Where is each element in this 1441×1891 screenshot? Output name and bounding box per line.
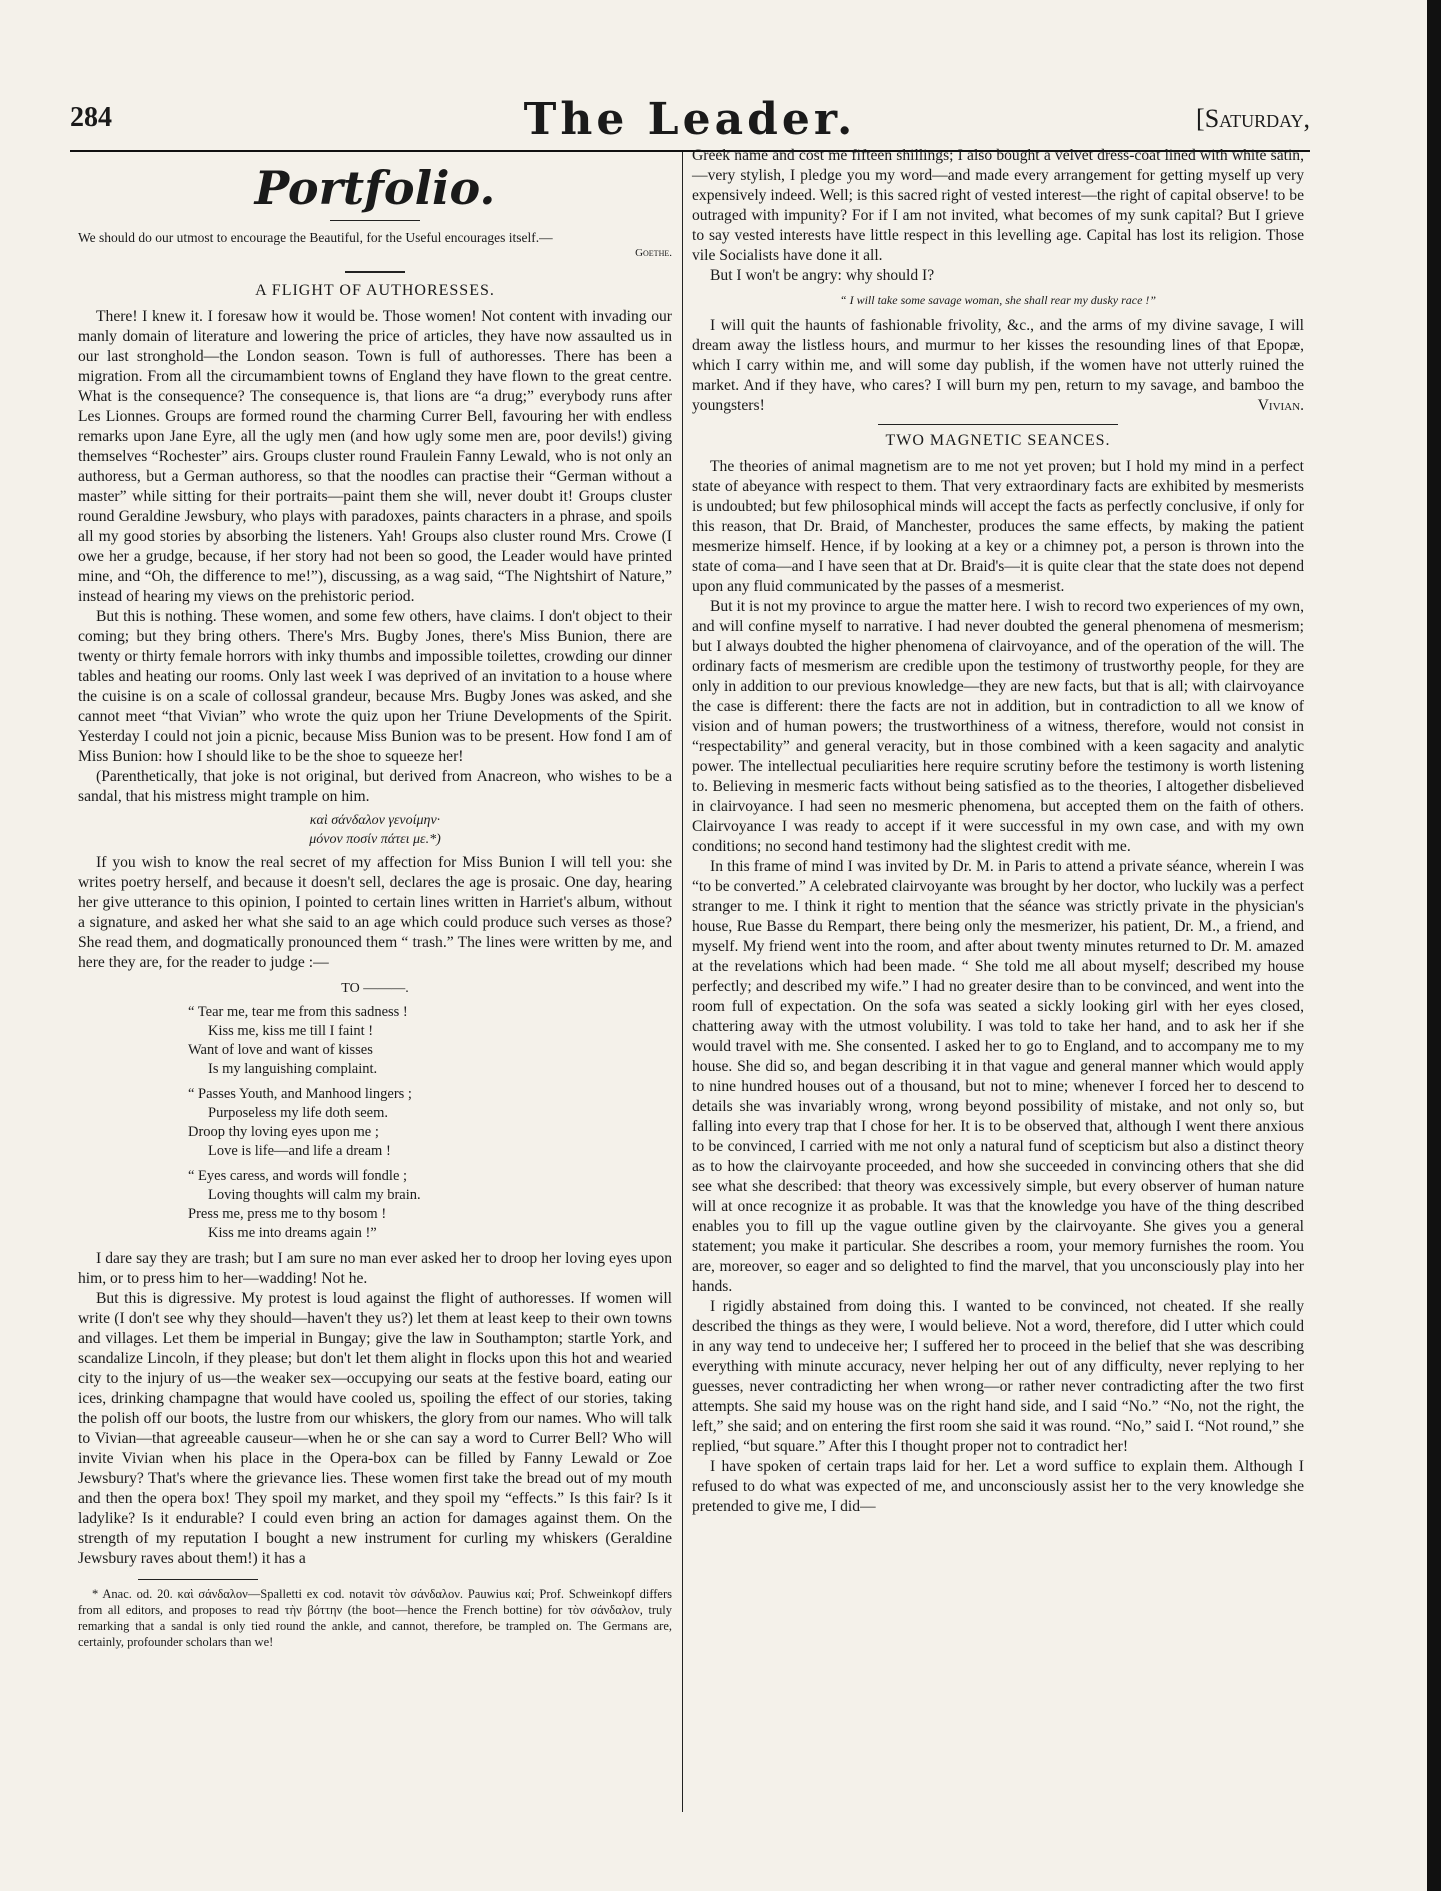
column-divider xyxy=(682,152,683,1812)
poem-line: “ Tear me, tear me from this sadness ! xyxy=(188,1004,408,1020)
footnote-rule xyxy=(138,1579,258,1580)
poem-line: “ Passes Youth, and Manhood lingers ; xyxy=(188,1086,412,1102)
greek-line: μόνον ποσίν πάτει με.*) xyxy=(309,832,441,847)
poem-stanza xyxy=(188,1167,672,1243)
greek-line: καὶ σάνδαλον γενοίμην· xyxy=(309,813,441,828)
paragraph: I dare say they are trash; but I am sure no man ever asked her to droop her loving eyes upon him, or to press him to her—wadding! Not he. xyxy=(78,1250,672,1287)
paragraph: There! I knew it. I foresaw how it would be. Those women! Not content with invading our manly domain of literature and lowering the price of articles, they have now assaulted us in our last stronghold—the London season. Town is full of authoresses. There has been a migration. From all the circumambient towns of England they have flown to the great centre. What is the consequence? The consequence is, that lions are “a drug;” everybody runs after Les Lionnes. Groups are formed round the charming Currer Bell, favouring her with endless remarks upon Jane Eyre, all the ugly men (and how ugly some men are, poor devils!) giving themselves “Rochester” airs. Groups cluster round Fraulein Fanny Lewald, who is not only an authoress, but a German authoress, so that the noodles can practise their “German without a master” while sitting for their portraits—paint them she will, never doubt it! Groups cluster round Geraldine Jewsbury, who plays with paradoxes, paints characters in a phrase, and spoils all my good stories by absorbing the listeners. Yah! Groups also cluster round Mrs. Crowe (I owe her a grudge, because, if her story had not been so good, the Leader would have printed mine, and “Oh, the difference to me!”), discussing, as a wag said, “The Nightshirt of Nature,” instead of hearing my views on the prehistoric period. xyxy=(78,308,672,605)
masthead xyxy=(70,94,1310,148)
paragraph: Greek name and cost me fifteen shillings; I also bought a velvet dress-coat lined with white satin,—very stylish, I pledge you my word—and made every arrangement for getting myself up very expensively indeed. Well; is this sacred right of vested interest—the right of capital observe! to be outraged with impunity? For if I am not invited, what becomes of my sunk capital? But I grieve to say vested interests have little respect in this levelling age. Capital has lost its religion. Those vile Socialists have done it all. xyxy=(692,147,1304,264)
article-title: A FLIGHT OF AUTHORESSES. xyxy=(255,282,495,299)
scan-edge xyxy=(1427,0,1441,1891)
epigraph: We should do our utmost to encourage the Beautiful, for the Useful encourages itself.— xyxy=(78,230,553,245)
poem-line: Love is life—and life a dream ! xyxy=(208,1143,391,1159)
poem-line: Kiss me, kiss me till I faint ! xyxy=(208,1023,374,1039)
poem-line: Is my languishing complaint. xyxy=(208,1061,378,1077)
poem-stanza xyxy=(188,1085,672,1161)
right-column xyxy=(692,146,1304,1517)
divider-rule xyxy=(878,424,1118,425)
paragraph: But this is nothing. These women, and some few others, have claims. I don't object to their coming; but they bring others. There's Mrs. Bugby Jones, there's Miss Bunion, there are twenty or thirty female horrors with inky thumbs and impossible toilettes, crowding our dinner tables and heating our rooms. Only last week I was deprived of an invitation to a house where the cuisine is on a scale of collossal grandeur, because Mrs. Bugby Jones was asked, and she cannot meet “that Vivian” who wrote the quiz upon her Triune Developments of the Spirit. Yesterday I could not join a picnic, because Miss Bunion was to be present. How fond I am of Miss Bunion: how I should like to be the shoe to squeeze her! xyxy=(78,608,672,765)
section-rule xyxy=(330,220,420,221)
poem-stanza xyxy=(188,1003,672,1079)
divider-rule xyxy=(345,271,405,273)
paper-title: The Leader. xyxy=(523,94,857,145)
greek-quote xyxy=(78,811,672,849)
paragraph: I rigidly abstained from doing this. I wanted to be convinced, not cheated. If she really described the things as they were, I would believe. Not a word, therefore, did I utter which could in any way tend to undeceive her; I suffered her to proceed in the belief that she was describing everything with minute accuracy, never helping her out of any difficulty, never replying to her guesses, never contradicting her when wrong—or rather never contradicting after the two first attempts. She said my house was on the right hand side, and I said “No.” “No, not the right, the left,” she said; and on entering the first room she said it was round. “No,” said I. “Not round,” she replied, “but square.” After this I thought proper not to contradict her! xyxy=(692,1298,1304,1455)
paragraph: In this frame of mind I was invited by Dr. M. in Paris to attend a private séance, wherein I was “to be converted.” A celebrated clairvoyante was brought by her doctor, who luckily was a perfect stranger to me. I think it right to mention that the séance was strictly private in the physician's house, Rue Basse du Rempart, there being only the mesmerizer, his patient, Dr. M., a friend, and myself. My friend went into the room, and after about twenty minutes returned to Dr. M. amazed at the revelations which had been made. “ She told me all about myself; described my house perfectly; and described my wife.” I had no greater desire than to be convinced, and went into the room full of expectation. On the sofa was seated a sickly looking girl with her eyes closed, chattering away with the utmost volubility. I was told to take her hand, and to ask her if she would travel with me. She consented. I asked her to go to England, and to accompany me to my house. She did so, and began describing it in that vague and general manner which would apply to nine hundred houses out of a thousand, but not to mine; whenever I forced her to descend to details she was invariably wrong, wrong beyond possibility of mistake, and not only so, but falling into every trap that I chose for her. It is to be observed that, although I went there anxious to be convinced, I carried with me not only a natural fund of scepticism but also a distinct theory as to how the clairvoyante proceeded, and how she succeeded in convincing others that she did see what she described: that theory was excessively simple, but every observer of human nature will at once recognize it as probable. It was that the knowledge you have of the thing described enables you to fill up the vague outline given by the clairvoyante. She gives you a general statement; you make it particular. She describes a room, your memory furnishes the room. You are, moreover, so eager and so delighted to find the marvel, that you unconsciously play into her hands. xyxy=(692,858,1304,1295)
poem-line: Loving thoughts will calm my brain. xyxy=(208,1187,421,1203)
poem-line: Purposeless my life doth seem. xyxy=(208,1105,389,1121)
paragraph: If you wish to know the real secret of my affection for Miss Bunion I will tell you: she writes poetry herself, and because it doesn't sell, declares the age is prosaic. One day, hearing her give utterance to this opinion, I pointed to certain lines written in Harriet's album, without a signature, and asked her what she said to an age which could produce such verses as those? She read them, and dogmatically pronounced them “ trash.” The lines were written by me, and here they are, for the reader to judge :— xyxy=(78,854,672,971)
signature: Vivian. xyxy=(1257,397,1304,414)
poem-line: Kiss me into dreams again !” xyxy=(208,1225,377,1241)
footnote: * Anac. od. 20. καὶ σάνδαλον—Spalletti ex cod. notavit τὸν σάνδαλον. Pauwius καί; Prof. Schweinkopf differs from all editors, and proposes to read τὴν βόττην (the boot—hence the French bottine) for τὸν σάνδαλον, truly remarking that a sandal is only tied round the ankle, and cannot, therefore, be trampled on. The Germans are, certainly, profounder scholars than we! xyxy=(78,1587,672,1649)
paragraph: But I won't be angry: why should I? xyxy=(710,267,935,284)
paragraph: The theories of animal magnetism are to me not yet proven; but I hold my mind in a perfect state of abeyance with respect to them. That very extraordinary facts are exhibited by mesmerists is undoubted; but few philosophical minds will accept the facts as perfectly conclusive, if only for this reason, that Dr. Braid, of Manchester, produces the same effects, by making the patient mesmerize himself. Hence, if by looking at a key or a chimney pot, a person is thrown into the state of coma—and I have seen that at Dr. Braid's—it is quite clear that the state does not depend upon any fluid communicated by the passes of a mesmerist. xyxy=(692,458,1304,595)
poem-line: Droop thy loving eyes upon me ; xyxy=(188,1124,379,1140)
quote-line: “ I will take some savage woman, she shall rear my dusky race !” xyxy=(839,293,1157,307)
masthead-day: [Saturday, xyxy=(1196,104,1310,133)
poem-heading: TO ———. xyxy=(341,981,409,996)
paragraph: I will quit the haunts of fashionable frivolity, &c., and the arms of my divine savage, I will dream away the listless hours, and murmur to her kisses the resounding lines of that Epopæ, which I carry within me, and will some day publish, if the women have not utterly ruined the market. And if they have, who cares? I will burn my pen, return to my savage, and bamboo the youngsters! xyxy=(692,317,1304,414)
left-column xyxy=(78,160,672,1650)
poem-line: Want of love and want of kisses xyxy=(188,1042,373,1058)
section-title: Portfolio. xyxy=(254,161,496,215)
paragraph: (Parenthetically, that joke is not original, but derived from Anacreon, who wishes to be a sandal, that his mistress might trample on him. xyxy=(78,768,672,805)
epigraph-author: Goethe. xyxy=(635,247,672,259)
paragraph: I have spoken of certain traps laid for her. Let a word suffice to explain them. Although I refused to do what was expected of me, and unconsciously assist her to the very knowledge she pretended to give me, I did— xyxy=(692,1458,1304,1515)
poem-line: “ Eyes caress, and words will fondle ; xyxy=(188,1168,408,1184)
poem-line: Press me, press me to thy bosom ! xyxy=(188,1206,387,1222)
paragraph: But this is digressive. My protest is loud against the flight of authoresses. If women will write (I don't see why they should—haven't they us?) let them at least keep to their own towns and villages. Let them be imperial in Bungay; give the law in Southampton; startle York, and scandalize Lincoln, if they please; but don't let them alight in flocks upon this hot and wearied city to the injury of us—the weaker sex—occupying our seats at the festive board, eating our ices, drinking champagne that would have cooled us, spoiling the effect of our stories, taking the polish off our boots, the lustre from our whiskers, the glory from our names. Who will talk to Vivian—that agreeable causeur—when he or she can say a word to Currer Bell? Who will invite Vivian when his place in the Opera-box can be filled by Fanny Lewald or Zoe Jewsbury? That's where the grievance lies. These women first take the bread out of my mouth and then the opera box! They spoil my market, and they spoil my “effects.” Is this fair? Is it ladylike? Is it endurable? I could even bring an action for damages against them. On the strength of my reputation I bought a new instrument for curling my whiskers (Geraldine Jewsbury raves about them!) it has a xyxy=(78,1290,672,1567)
paragraph: But it is not my province to argue the matter here. I wish to record two experiences of my own, and will confine myself to narrative. I had never doubted the general phenomena of mesmerism; but I always doubted the higher phenomena of clairvoyance, and of the operation of the will. The ordinary facts of mesmerism are credible upon the testimony of trustworthy people, for they are only in addition to our previous knowledge—they are new facts, but that is all; with clairvoyance the case is different: there the facts are not in addition, but in contradiction to all we know of vision and of human powers; the trustworthiness of a witness, therefore, would not consist in “respectability” and general veracity, but in those combined with a keen sagacity and analytic power. The intellectual peculiarities here require scrutiny before the testimony is worth listening to. Believing in mesmeric facts without being satisfied as to the theories, I altogether disbelieved in clairvoyance. I had seen no mesmeric phenomena, but accepted them on the faith of others. Clairvoyance I was ready to accept if it were successful in my own case, and with my own conditions; no second hand testimony had the slightest credit with me. xyxy=(692,598,1304,855)
article-title: TWO MAGNETIC SEANCES. xyxy=(885,432,1111,449)
page-number: 284 xyxy=(70,102,112,133)
